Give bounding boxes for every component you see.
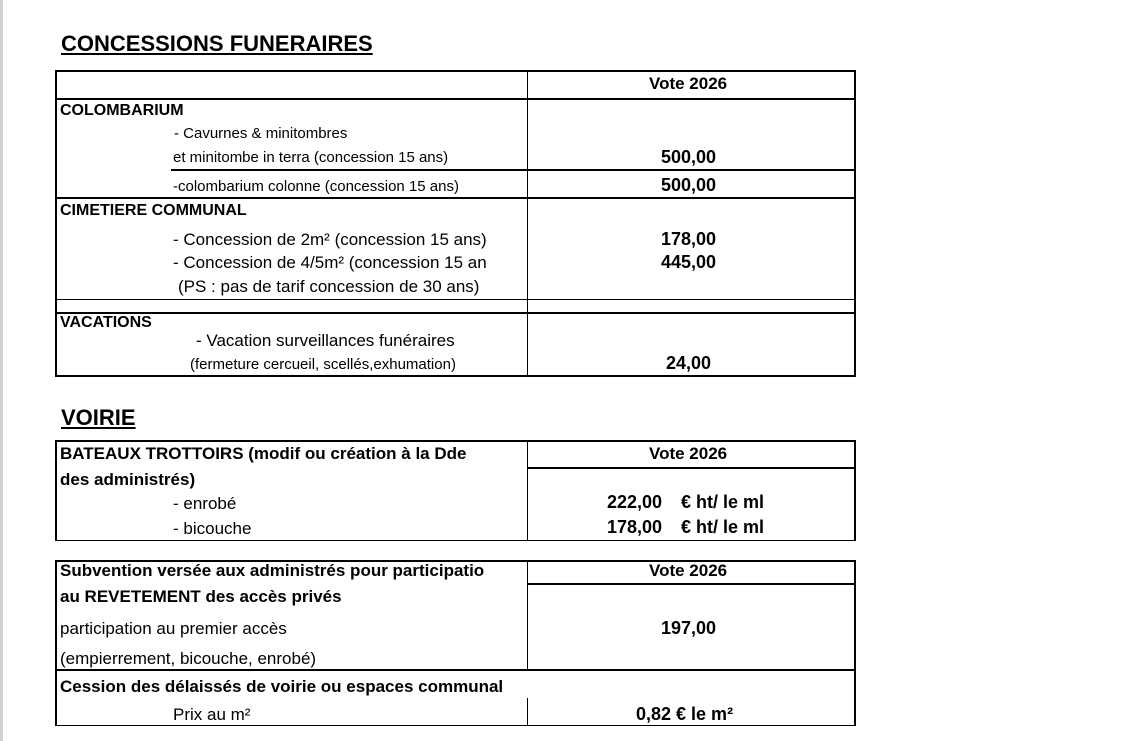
table-border (527, 698, 528, 725)
subvention-label-1: Subvention versée aux administrés pour participatio (60, 561, 485, 580)
table-border (55, 440, 57, 541)
table-border (55, 98, 856, 100)
table-border (527, 440, 528, 540)
vacations-line1: - Vacation surveillances funéraires (196, 331, 455, 350)
vote-header: Vote 2026 (649, 444, 728, 463)
colombarium-line1: - Cavurnes & minitombres (174, 125, 348, 142)
cimetiere-line2: - Concession de 4/5m² (concession 15 an (173, 253, 487, 272)
cimetiere-label: CIMETIERE COMMUNAL (60, 202, 247, 219)
table-border (55, 70, 856, 72)
cimetiere-line1: - Concession de 2m² (concession 15 ans) (173, 230, 487, 249)
vacations-value: 24,00 (666, 353, 712, 373)
bateaux-item2: - bicouche (173, 519, 252, 538)
table-border (55, 70, 57, 377)
subvention-label-clip (58, 560, 526, 584)
bateaux-unit2: € ht/ le ml (681, 517, 765, 537)
colombarium-value2: 500,00 (661, 175, 717, 195)
table-border (527, 70, 528, 376)
table-border (527, 467, 856, 469)
concessions-title: CONCESSIONS FUNERAIRES (61, 31, 373, 56)
table-border (854, 70, 856, 377)
table-border (55, 299, 856, 300)
vacations-label: VACATIONS (60, 314, 152, 331)
table-border (55, 669, 856, 671)
colombarium-value1: 500,00 (661, 147, 717, 167)
cimetiere-line3: (PS : pas de tarif concession de 30 ans) (178, 277, 480, 296)
table-border (55, 560, 57, 726)
cession-value: 0,82 € le m² (636, 704, 734, 724)
colombarium-line3: -colombarium colonne (concession 15 ans) (173, 178, 459, 195)
table-border (527, 583, 856, 585)
voirie-title: VOIRIE (61, 405, 136, 430)
bateaux-label-1: BATEAUX TROTTOIRS (modif ou création à la Dde (60, 444, 467, 463)
table-border (55, 540, 856, 541)
cession-item: Prix au m² (173, 705, 251, 724)
cimetiere-value2: 445,00 (661, 252, 717, 272)
bateaux-value1: 222,00 (607, 492, 663, 512)
subvention-item-2: (empierrement, bicouche, enrobé) (60, 649, 317, 668)
table-border (527, 560, 528, 670)
table-border (55, 312, 856, 314)
table-border (854, 560, 856, 726)
table-border (55, 440, 856, 442)
subvention-label-2: au REVETEMENT des accès privés (60, 587, 342, 606)
page-edge (0, 0, 3, 741)
table-border (55, 197, 856, 199)
table-border (55, 725, 856, 726)
cession-label: Cession des délaissés de voirie ou espaces communal (60, 677, 504, 696)
colombarium-line2: et minitombe in terra (concession 15 ans) (173, 149, 449, 166)
subvention-value: 197,00 (661, 618, 717, 638)
table-border (55, 375, 856, 377)
cimetiere-value1: 178,00 (661, 229, 717, 249)
table-border (171, 169, 856, 171)
table-border (854, 440, 856, 541)
subvention-item-1: participation au premier accès (60, 619, 287, 638)
bateaux-item1: - enrobé (173, 494, 237, 513)
vote-header: Vote 2026 (649, 561, 728, 580)
vacations-line2: (fermeture cercueil, scellés,exhumation) (190, 356, 456, 373)
bateaux-value2: 178,00 (607, 517, 663, 537)
bateaux-label-2: des administrés) (60, 470, 196, 489)
vote-header: Vote 2026 (649, 74, 728, 93)
colombarium-label: COLOMBARIUM (60, 102, 184, 119)
bateaux-unit1: € ht/ le ml (681, 492, 765, 512)
